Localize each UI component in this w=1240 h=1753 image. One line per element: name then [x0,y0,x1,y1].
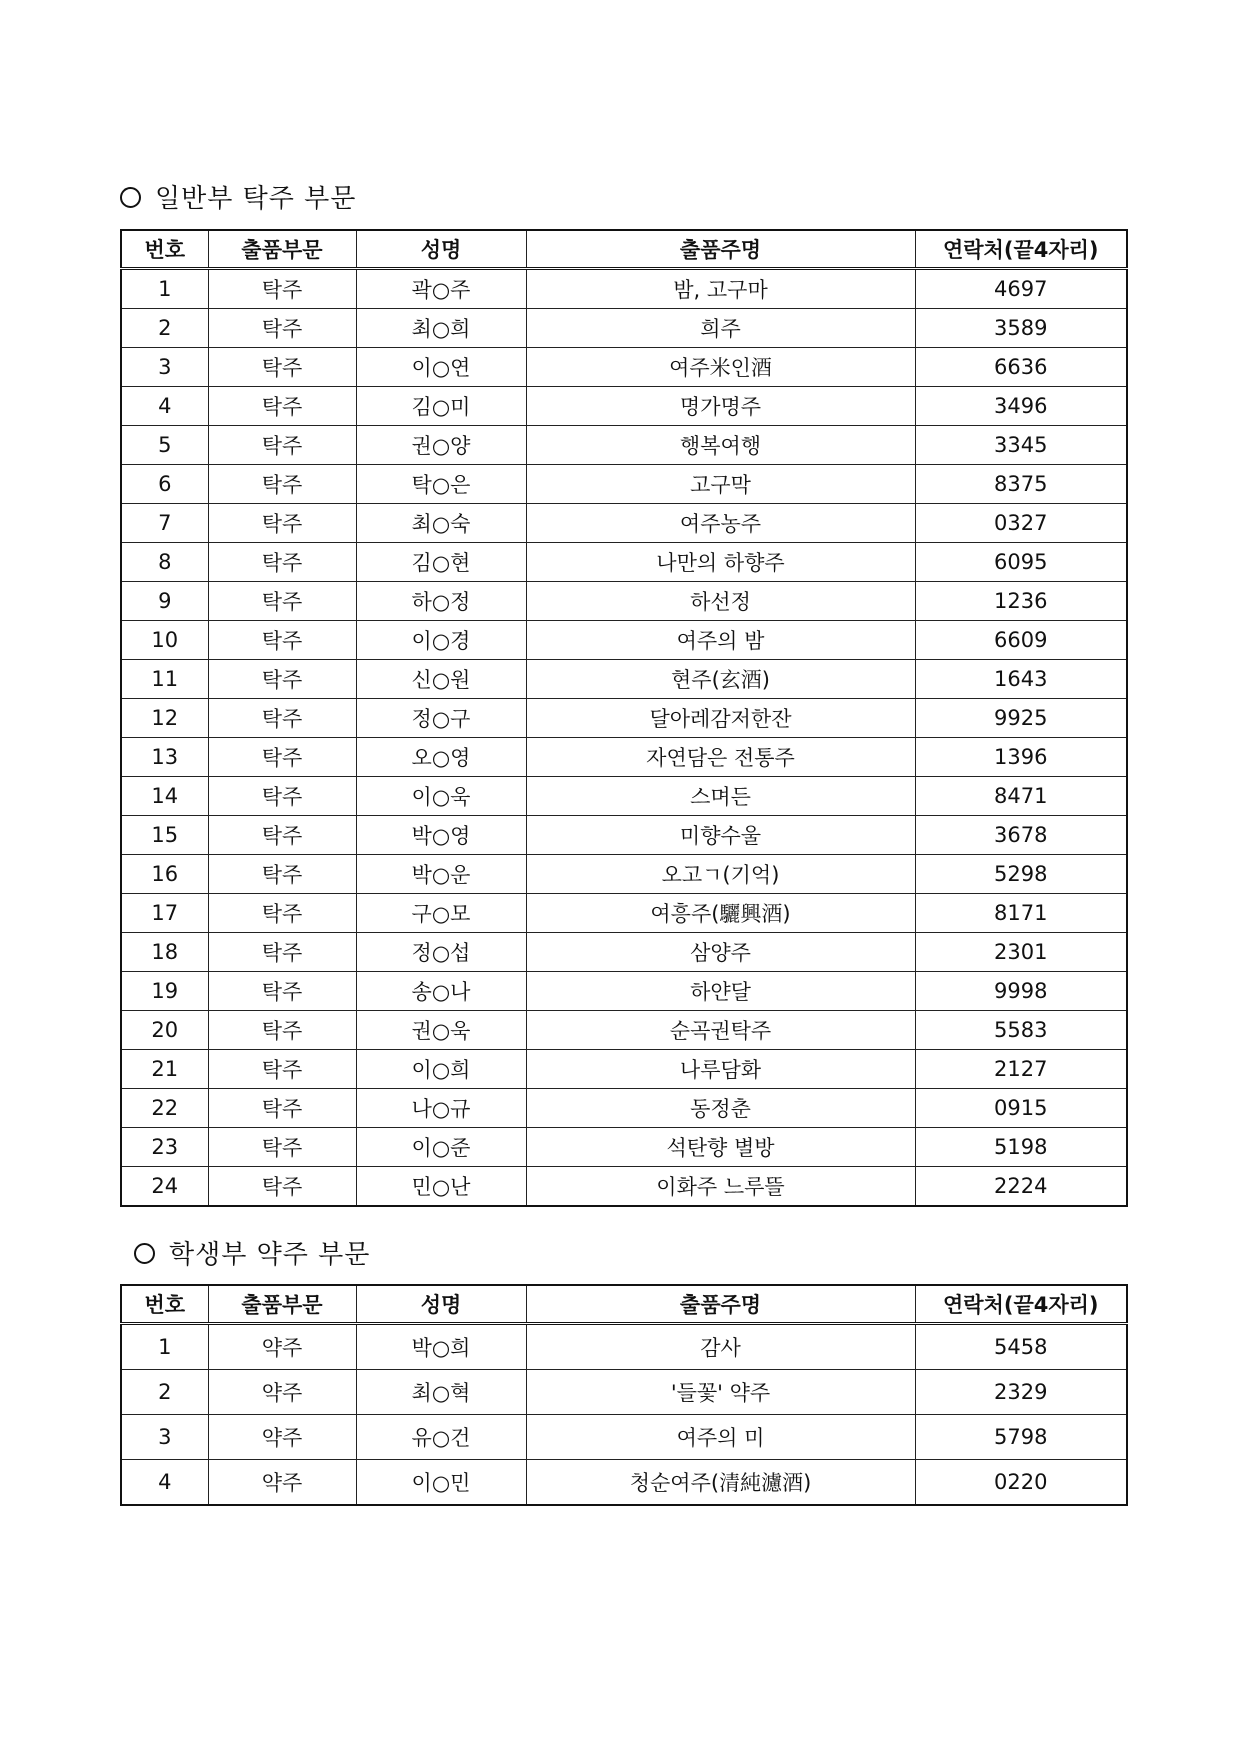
cell-category: 탁주 [208,348,356,387]
cell-name: 오○영 [356,738,526,777]
table-row [121,894,1127,933]
table-row [121,348,1127,387]
cell-name: 신○원 [356,660,526,699]
cell-name: 나○규 [356,1089,526,1128]
cell-category: 탁주 [208,933,356,972]
cell-name: 이○연 [356,348,526,387]
cell-category: 탁주 [208,972,356,1011]
cell-category: 탁주 [208,582,356,621]
cell-product: 나만의 하향주 [526,543,915,582]
circle-bullet-icon [120,187,141,208]
cell-number: 3 [121,1415,208,1460]
cell-contact: 2224 [915,1167,1127,1207]
cell-number: 4 [121,1460,208,1506]
cell-product: 자연담은 전통주 [526,738,915,777]
section-title-text: 학생부 약주 부문 [169,1240,371,1270]
section-title-student [134,1234,370,1271]
table-row [121,582,1127,621]
cell-name: 정○구 [356,699,526,738]
cell-number: 9 [121,582,208,621]
cell-contact: 1396 [915,738,1127,777]
cell-category: 탁주 [208,894,356,933]
cell-name: 송○나 [356,972,526,1011]
cell-contact: 1643 [915,660,1127,699]
table-row [121,1415,1127,1460]
cell-number: 15 [121,816,208,855]
cell-contact: 6636 [915,348,1127,387]
cell-name: 최○혁 [356,1370,526,1415]
cell-name: 구○모 [356,894,526,933]
cell-name: 이○민 [356,1460,526,1506]
cell-product: 희주 [526,309,915,348]
cell-contact: 8375 [915,465,1127,504]
cell-name: 하○정 [356,582,526,621]
cell-number: 7 [121,504,208,543]
cell-contact: 0220 [915,1460,1127,1506]
cell-number: 4 [121,387,208,426]
cell-number: 19 [121,972,208,1011]
cell-contact: 0915 [915,1089,1127,1128]
cell-contact: 3496 [915,387,1127,426]
cell-product: 순곡권탁주 [526,1011,915,1050]
cell-product: 감사 [526,1324,915,1370]
cell-product: 삼양주 [526,933,915,972]
cell-contact: 8171 [915,894,1127,933]
cell-number: 10 [121,621,208,660]
cell-category: 약주 [208,1370,356,1415]
cell-number: 20 [121,1011,208,1050]
cell-category: 탁주 [208,1089,356,1128]
section-title-general [120,178,356,215]
cell-number: 6 [121,465,208,504]
cell-name: 곽○주 [356,269,526,309]
header-number: 번호 [121,230,208,269]
cell-contact: 2127 [915,1050,1127,1089]
cell-product: 나루담화 [526,1050,915,1089]
table-row [121,933,1127,972]
cell-name: 박○희 [356,1324,526,1370]
cell-product: 석탄향 별방 [526,1128,915,1167]
cell-category: 탁주 [208,1167,356,1207]
cell-category: 약주 [208,1460,356,1506]
cell-contact: 5458 [915,1324,1127,1370]
header-name: 성명 [356,1285,526,1324]
cell-category: 탁주 [208,426,356,465]
table-row [121,504,1127,543]
cell-category: 탁주 [208,504,356,543]
table-row [121,972,1127,1011]
cell-category: 탁주 [208,309,356,348]
cell-product: 여주米인酒 [526,348,915,387]
table-row [121,543,1127,582]
cell-number: 22 [121,1089,208,1128]
cell-product: 청순여주(清純濾酒) [526,1460,915,1506]
cell-contact: 3345 [915,426,1127,465]
cell-name: 권○욱 [356,1011,526,1050]
cell-number: 13 [121,738,208,777]
cell-name: 정○섭 [356,933,526,972]
cell-product: 밤, 고구마 [526,269,915,309]
cell-number: 2 [121,309,208,348]
table-row [121,660,1127,699]
cell-category: 탁주 [208,699,356,738]
table-row [121,1050,1127,1089]
cell-number: 12 [121,699,208,738]
cell-name: 권○양 [356,426,526,465]
cell-contact: 0327 [915,504,1127,543]
cell-category: 탁주 [208,738,356,777]
header-number: 번호 [121,1285,208,1324]
table-row [121,738,1127,777]
cell-category: 탁주 [208,855,356,894]
cell-category: 약주 [208,1324,356,1370]
cell-number: 11 [121,660,208,699]
cell-product: 달아레감저한잔 [526,699,915,738]
cell-number: 3 [121,348,208,387]
header-product: 출품주명 [526,230,915,269]
cell-number: 8 [121,543,208,582]
cell-category: 탁주 [208,816,356,855]
cell-category: 탁주 [208,660,356,699]
table-row [121,816,1127,855]
cell-category: 탁주 [208,1011,356,1050]
cell-number: 2 [121,1370,208,1415]
cell-contact: 9925 [915,699,1127,738]
circle-bullet-icon [134,1243,155,1264]
cell-contact: 5798 [915,1415,1127,1460]
cell-name: 민○난 [356,1167,526,1207]
cell-contact: 6609 [915,621,1127,660]
header-category: 출품부문 [208,230,356,269]
cell-category: 탁주 [208,1128,356,1167]
cell-category: 탁주 [208,777,356,816]
cell-number: 1 [121,1324,208,1370]
cell-product: '들꽃' 약주 [526,1370,915,1415]
cell-product: 스며든 [526,777,915,816]
table-header-row [121,1285,1127,1324]
cell-product: 이화주 느루뜰 [526,1167,915,1207]
cell-category: 탁주 [208,543,356,582]
cell-name: 탁○은 [356,465,526,504]
general-entries-table [120,229,1128,1207]
header-product: 출품주명 [526,1285,915,1324]
cell-number: 21 [121,1050,208,1089]
table-row [121,777,1127,816]
cell-product: 명가명주 [526,387,915,426]
cell-number: 24 [121,1167,208,1207]
cell-number: 1 [121,269,208,309]
cell-category: 약주 [208,1415,356,1460]
cell-contact: 6095 [915,543,1127,582]
cell-number: 14 [121,777,208,816]
table-row [121,426,1127,465]
table-row [121,855,1127,894]
table-row [121,699,1127,738]
table-row [121,621,1127,660]
cell-name: 김○현 [356,543,526,582]
cell-contact: 4697 [915,269,1127,309]
cell-number: 16 [121,855,208,894]
cell-number: 18 [121,933,208,972]
cell-contact: 1236 [915,582,1127,621]
student-entries-table [120,1284,1128,1506]
cell-product: 하선정 [526,582,915,621]
cell-product: 여흥주(驪興酒) [526,894,915,933]
cell-product: 미향수울 [526,816,915,855]
cell-product: 고구막 [526,465,915,504]
cell-name: 김○미 [356,387,526,426]
section-title-text: 일반부 탁주 부문 [155,184,357,214]
header-contact: 연락처(끝4자리) [915,1285,1127,1324]
cell-category: 탁주 [208,387,356,426]
cell-contact: 8471 [915,777,1127,816]
table-row [121,1324,1127,1370]
table-row [121,387,1127,426]
cell-product: 오고ㄱ(기억) [526,855,915,894]
cell-name: 박○영 [356,816,526,855]
header-name: 성명 [356,230,526,269]
cell-product: 여주농주 [526,504,915,543]
cell-contact: 5583 [915,1011,1127,1050]
header-category: 출품부문 [208,1285,356,1324]
cell-product: 여주의 미 [526,1415,915,1460]
cell-name: 유○건 [356,1415,526,1460]
table-header-row [121,230,1127,269]
table-row [121,1128,1127,1167]
cell-name: 이○욱 [356,777,526,816]
cell-category: 탁주 [208,269,356,309]
table-row [121,1167,1127,1207]
cell-name: 이○경 [356,621,526,660]
cell-category: 탁주 [208,621,356,660]
cell-product: 하얀달 [526,972,915,1011]
cell-number: 23 [121,1128,208,1167]
cell-category: 탁주 [208,465,356,504]
cell-product: 현주(玄酒) [526,660,915,699]
cell-name: 박○운 [356,855,526,894]
cell-category: 탁주 [208,1050,356,1089]
cell-product: 동정춘 [526,1089,915,1128]
table-row [121,1011,1127,1050]
cell-contact: 3589 [915,309,1127,348]
cell-contact: 5198 [915,1128,1127,1167]
cell-name: 최○희 [356,309,526,348]
table-row [121,465,1127,504]
table-row [121,1370,1127,1415]
cell-product: 행복여행 [526,426,915,465]
cell-contact: 2301 [915,933,1127,972]
table-row [121,1460,1127,1506]
cell-contact: 2329 [915,1370,1127,1415]
cell-number: 17 [121,894,208,933]
cell-product: 여주의 밤 [526,621,915,660]
table-row [121,309,1127,348]
cell-contact: 5298 [915,855,1127,894]
cell-name: 이○준 [356,1128,526,1167]
cell-name: 최○숙 [356,504,526,543]
cell-contact: 3678 [915,816,1127,855]
cell-number: 5 [121,426,208,465]
cell-contact: 9998 [915,972,1127,1011]
cell-name: 이○희 [356,1050,526,1089]
header-contact: 연락처(끝4자리) [915,230,1127,269]
table-row [121,269,1127,309]
table-row [121,1089,1127,1128]
